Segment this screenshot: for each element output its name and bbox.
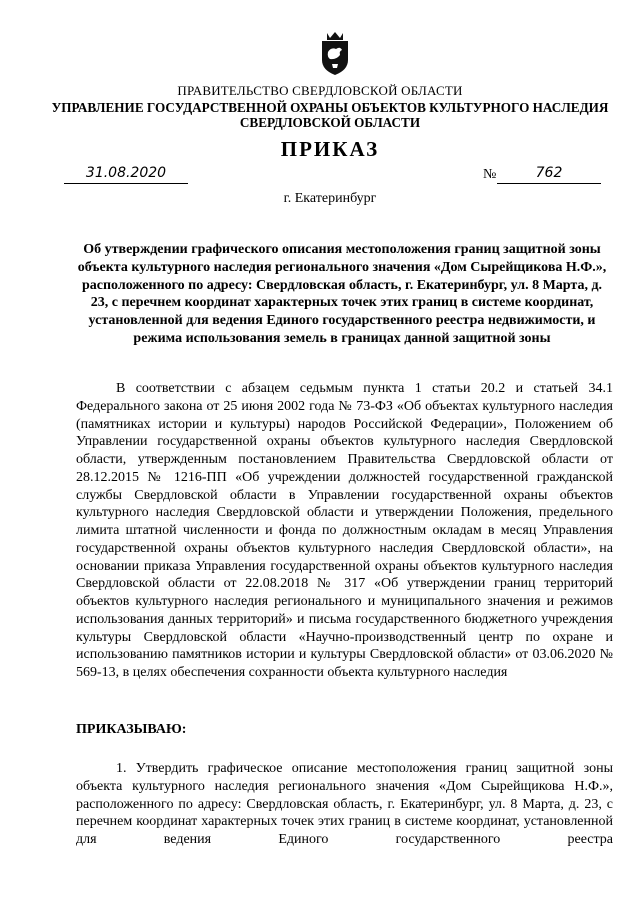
- coat-of-arms-icon: [316, 30, 354, 76]
- government-name: ПРАВИТЕЛЬСТВО СВЕРДЛОВСКОЙ ОБЛАСТИ: [177, 83, 463, 98]
- document-number: 762: [497, 163, 601, 184]
- document-date: 31.08.2020: [64, 163, 188, 184]
- city: г. Екатеринбург: [283, 191, 377, 206]
- document-title: ПРИКАЗ: [280, 137, 380, 161]
- department-name: [40, 100, 620, 130]
- order-subject: Об утверждении графического описания местоположения границ защитной зоны объекта культурного наследия регионального значения «Дом Сырейщикова Н.Ф.», расположенного по адресу: Свердловская область, г. Екатеринбург, ул. 8 Марта, д. 23, с перечнем координат характерных точек этих границ в системе координат, установленной для ведения Единого государственного реестра недвижимости, и режима использования земель в границах данной защитной зоны: [77, 242, 607, 346]
- department-line-1: УПРАВЛЕНИЕ ГОСУДАРСТВЕННОЙ ОХРАНЫ ОБЪЕКТОВ КУЛЬТУРНОГО НАСЛЕДИЯ: [51, 100, 609, 115]
- order-item-1: 1. Утвердить графическое описание местоположения границ защитной зоны объекта культурного наследия регионального значения «Дом Сырейщикова Н.Ф.», расположенного по адресу: Свердловская область, г. Екатеринбург, ул. 8 Марта, д. 23, с перечнем координат характерных точек этих границ в системе координат, установленной для ведения Единого государственного реестра: [76, 761, 613, 848]
- department-line-2: СВЕРДЛОВСКОЙ ОБЛАСТИ: [239, 115, 421, 130]
- number-sign: №: [483, 167, 497, 182]
- decree-label: ПРИКАЗЫВАЮ:: [76, 722, 187, 737]
- preamble-paragraph: В соответствии с абзацем седьмым пункта 1 статьи 20.2 и статьей 34.1 Федерального закона от 25 июня 2002 года № 73-ФЗ «Об объектах культурного наследия (памятниках истории и культуры) народов Российской Федерации», Положением об Управлении государственной охраны объектов культурного наследия Свердловской области, утвержденным постановлением Правительства Свердловской области от 28.12.2015 № 1216-ПП «Об учреждении должностей государственной гражданской службы Свердловской области в Управлении государственной охраны объектов культурного наследия Свердловской области и утверждении Положения, предельного лимита штатной численности и фонда по должностным окладам в месяц Управления государственной охраны объектов культурного наследия Свердловской области», на основании приказа Управления государственной охраны объектов культурного наследия Свердловской области от 22.08.2018 № 317 «Об утверждении границ территорий объектов культурного наследия регионального и муниципального значения и режимов использования данных территорий» и письма государственного бюджетного учреждения культуры Свердловской области «Научно-производственный центр по охране и использованию памятников истории и культуры Свердловской области» от 03.06.2020 № 569-13, в целях обеспечения сохранности объекта культурного наследия: [76, 381, 613, 680]
